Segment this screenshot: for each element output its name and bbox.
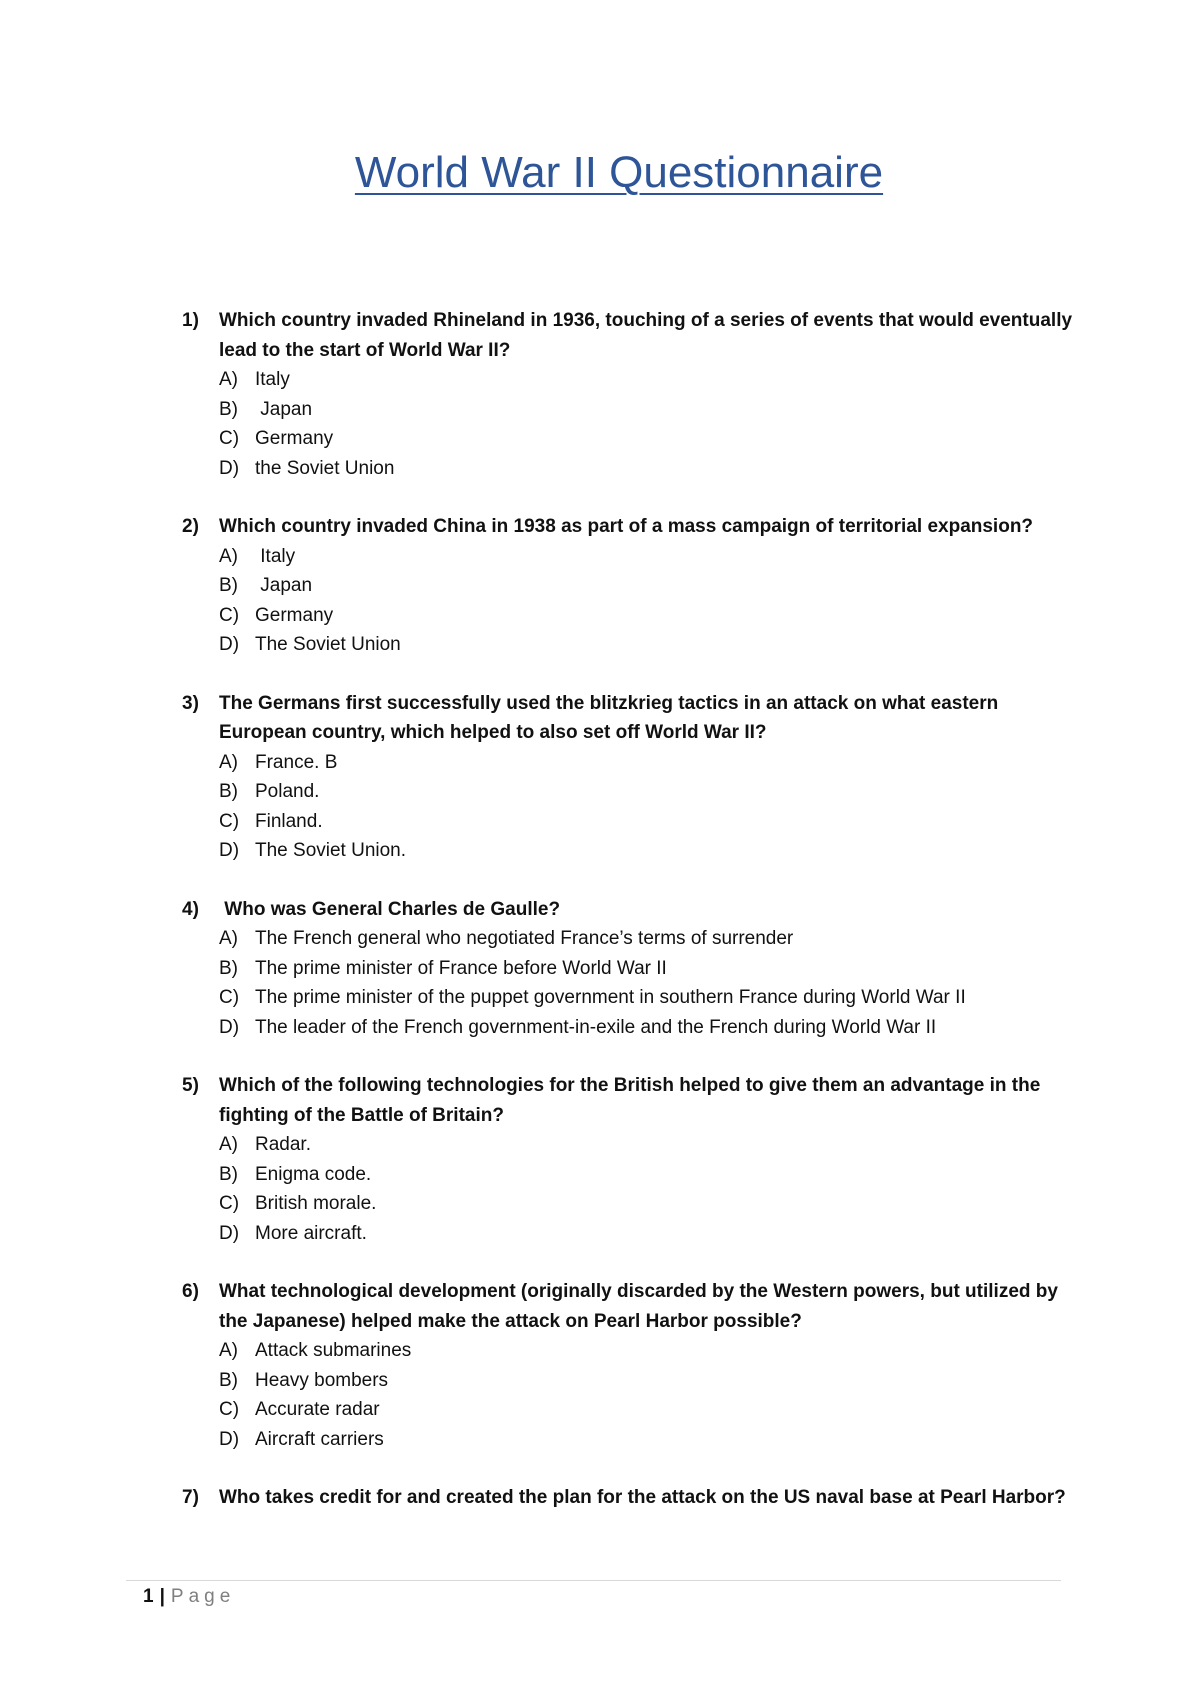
option-label: B) [219, 1163, 238, 1185]
option-text: The prime minister of the puppet government in southern France during World War II [255, 987, 966, 1008]
option-a [219, 1336, 1082, 1366]
option-a [219, 924, 1082, 954]
option-text: Radar. [255, 1134, 311, 1155]
option-list [219, 542, 1082, 660]
option-label: D) [219, 634, 240, 655]
option-label: A) [219, 1340, 238, 1361]
option-text: Germany [255, 428, 334, 449]
option-c [219, 601, 1082, 631]
option-text: Attack submarines [255, 1340, 412, 1361]
option-text: British morale. [255, 1193, 377, 1214]
question-5 [182, 1071, 1082, 1248]
option-c [219, 1395, 1082, 1425]
option-b [219, 777, 1082, 807]
option-label: C) [219, 428, 240, 449]
question-2 [182, 512, 1082, 660]
question-1 [182, 306, 1082, 483]
option-label: A) [219, 751, 238, 773]
page-number: 1 [143, 1586, 154, 1607]
option-list [219, 1130, 1082, 1248]
option-text: Japan [255, 398, 313, 420]
option-label: C) [219, 604, 240, 626]
option-label: C) [219, 987, 240, 1008]
option-d [219, 1219, 1082, 1249]
option-label: D) [219, 1016, 240, 1038]
question-number: 1) [182, 310, 199, 331]
option-label: D) [219, 840, 240, 861]
question-3 [182, 689, 1082, 866]
option-text: Aircraft carriers [255, 1428, 384, 1450]
page-footer [143, 1586, 235, 1608]
option-text: Finland. [255, 810, 323, 832]
question-6 [182, 1277, 1082, 1454]
question-number: 4) [182, 898, 199, 920]
option-text: Germany [255, 604, 334, 626]
option-text: The French general who negotiated France’s terms of surrender [255, 928, 794, 949]
option-text: The prime minister of France before World War II [255, 957, 667, 979]
option-d [219, 454, 1082, 484]
option-text: The leader of the French government-in-exile and the French during World War II [255, 1016, 937, 1038]
page-label: Page [170, 1586, 236, 1607]
option-b [219, 1160, 1082, 1190]
option-label: B) [219, 575, 238, 596]
option-a [219, 365, 1082, 395]
option-text: Accurate radar [255, 1399, 380, 1420]
question-text: What technological development (originally discarded by the Western powers, but utilized by the Japanese) helped make the attack on Pearl Harbor possible? [219, 1281, 1058, 1332]
option-label: B) [219, 957, 238, 979]
option-text: The Soviet Union [255, 634, 401, 655]
question-text: Which country invaded China in 1938 as part of a mass campaign of territorial expansion? [219, 516, 1034, 537]
option-d [219, 1013, 1082, 1043]
option-d [219, 836, 1082, 866]
option-c [219, 983, 1082, 1013]
option-text: the Soviet Union [255, 457, 395, 479]
option-c [219, 1189, 1082, 1219]
footer-divider [126, 1580, 1061, 1581]
option-label: D) [219, 1428, 240, 1450]
option-text: Japan [255, 575, 313, 596]
option-list [219, 1336, 1082, 1454]
option-text: More aircraft. [255, 1222, 367, 1244]
option-list [219, 365, 1082, 483]
option-text: Heavy bombers [255, 1369, 389, 1391]
option-list [219, 924, 1082, 1042]
question-list [182, 306, 1082, 1542]
option-label: C) [219, 1399, 240, 1420]
option-b [219, 954, 1082, 984]
option-text: Poland. [255, 781, 320, 802]
question-text: Who was General Charles de Gaulle? [219, 898, 561, 920]
option-c [219, 424, 1082, 454]
question-7 [182, 1483, 1082, 1513]
option-label: A) [219, 545, 238, 567]
option-label: A) [219, 1134, 238, 1155]
option-d [219, 630, 1082, 660]
question-text: The Germans first successfully used the blitzkrieg tactics in an attack on what eastern European country, which helped to also set off World War II? [219, 692, 999, 743]
question-number: 5) [182, 1075, 199, 1096]
option-label: A) [219, 928, 238, 949]
option-text: France. B [255, 751, 338, 773]
option-a [219, 1130, 1082, 1160]
option-b [219, 1366, 1082, 1396]
option-b [219, 571, 1082, 601]
option-text: Italy [255, 369, 290, 390]
question-text: Which country invaded Rhineland in 1936, touching of a series of events that would eventually lead to the start of World War II? [219, 310, 1073, 361]
option-label: B) [219, 398, 238, 420]
option-c [219, 807, 1082, 837]
option-d [219, 1425, 1082, 1455]
question-number: 7) [182, 1487, 199, 1508]
option-text: Italy [255, 545, 296, 567]
question-number: 3) [182, 692, 199, 714]
option-b [219, 395, 1082, 425]
question-number: 6) [182, 1281, 199, 1302]
option-a [219, 542, 1082, 572]
option-label: B) [219, 781, 238, 802]
question-number: 2) [182, 516, 199, 537]
option-label: C) [219, 810, 240, 832]
option-text: The Soviet Union. [255, 840, 407, 861]
option-label: D) [219, 457, 240, 479]
option-list [219, 748, 1082, 866]
option-label: C) [219, 1193, 240, 1214]
option-a [219, 748, 1082, 778]
option-label: A) [219, 369, 238, 390]
question-text: Who takes credit for and created the plan for the attack on the US naval base at Pearl Harbor? [219, 1487, 1066, 1508]
option-label: D) [219, 1222, 240, 1244]
question-4 [182, 895, 1082, 1043]
footer-separator: | [159, 1586, 165, 1607]
page-title: World War II Questionnaire [354, 148, 884, 197]
option-text: Enigma code. [255, 1163, 372, 1185]
option-label: B) [219, 1369, 238, 1391]
question-text: Which of the following technologies for the British helped to give them an advantage in the fighting of the Battle of Britain? [219, 1075, 1041, 1126]
